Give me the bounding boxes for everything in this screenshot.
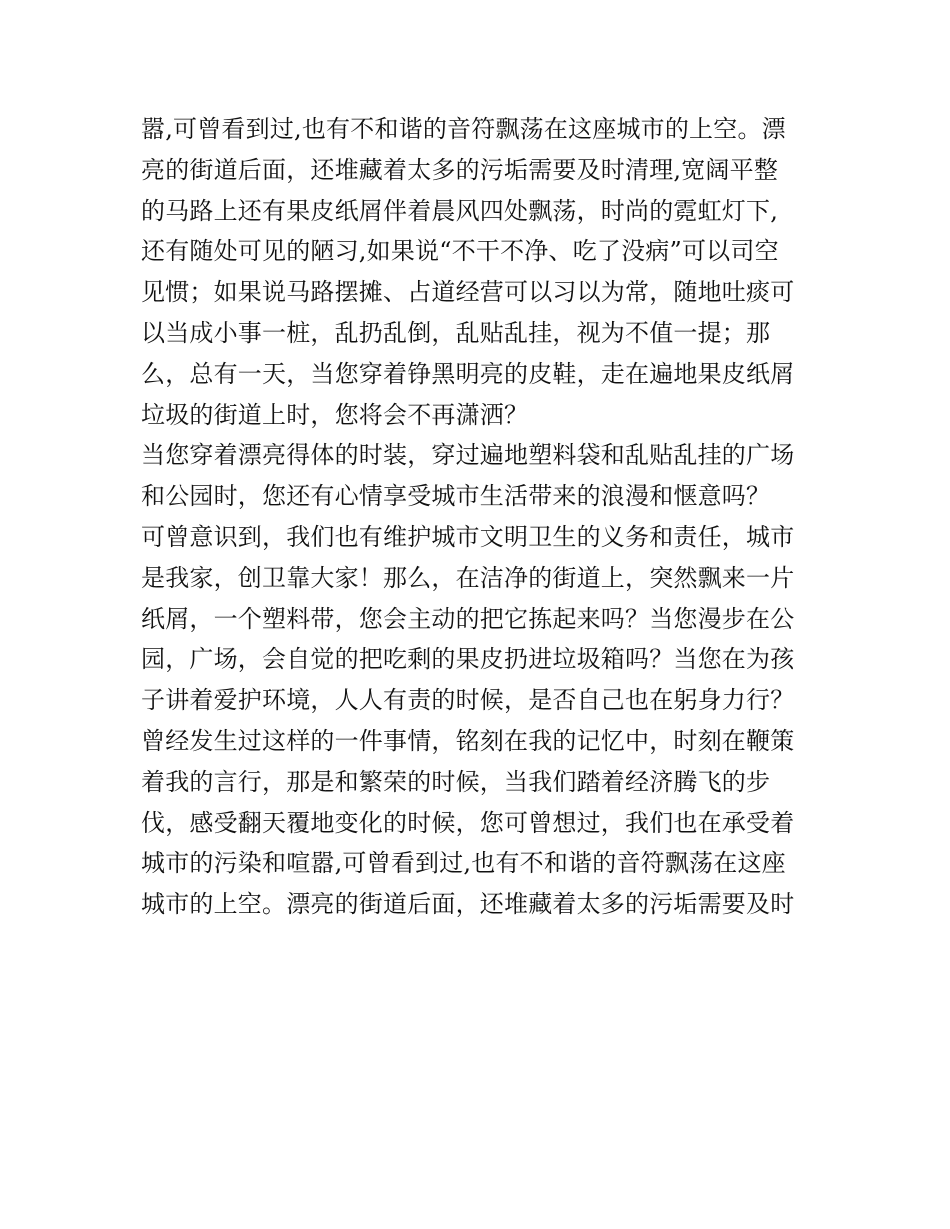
- text-line: 的马路上还有果皮纸屑伴着晨风四处飘荡，时尚的霓虹灯下,: [141, 196, 779, 225]
- text-line: 着我的言行，那是和繁荣的时候，当我们踏着经济腾飞的步: [141, 767, 771, 796]
- text-line: 见惯；如果说马路摆摊、占道经营可以习以为常，随地吐痰可: [141, 278, 795, 307]
- text-line: 城市的污染和喧嚣,可曾看到过,也有不和谐的音符飘荡在这座: [141, 849, 786, 878]
- text-line: 当您穿着漂亮得体的时装，穿过遍地塑料袋和乱贴乱挂的广场: [141, 441, 795, 470]
- text-line: 可曾意识到，我们也有维护城市文明卫生的义务和责任，城市: [141, 522, 795, 551]
- text-line: 还有随处可见的陋习,如果说“不干不净、吃了没病”可以司空: [141, 237, 779, 266]
- text-line: 以当成小事一桩，乱扔乱倒，乱贴乱挂，视为不值一提；那: [141, 318, 771, 347]
- text-line: 垃圾的街道上时，您将会不再潇洒？: [141, 400, 529, 429]
- text-line: 伐，感受翻天覆地变化的时候，您可曾想过，我们也在承受着: [141, 808, 795, 837]
- text-line: 曾经发生过这样的一件事情，铭刻在我的记忆中，时刻在鞭策: [141, 726, 795, 755]
- text-line: 子讲着爱护环境，人人有责的时候，是否自己也在躬身力行？: [141, 686, 795, 715]
- text-line: 亮的街道后面，还堆藏着太多的污垢需要及时清理,宽阔平整: [141, 155, 779, 184]
- text-line: 园，广场，会自觉的把吃剩的果皮扔进垃圾箱吗？当您在为孩: [141, 645, 795, 674]
- text-line: 是我家，创卫靠大家！那么，在洁净的街道上，突然飘来一片: [141, 563, 795, 592]
- text-line: 么，总有一天，当您穿着铮黑明亮的皮鞋，走在遍地果皮纸屑: [141, 359, 795, 388]
- text-line: 纸屑，一个塑料带，您会主动的把它拣起来吗？当您漫步在公: [141, 604, 795, 633]
- text-line: 城市的上空。漂亮的街道后面，还堆藏着太多的污垢需要及时: [141, 890, 795, 919]
- text-line: 嚣,可曾看到过,也有不和谐的音符飘荡在这座城市的上空。漂: [141, 115, 786, 143]
- text-line: 和公园时，您还有心情享受城市生活带来的浪漫和惬意吗？: [141, 482, 771, 511]
- body-text: [141, 109, 821, 925]
